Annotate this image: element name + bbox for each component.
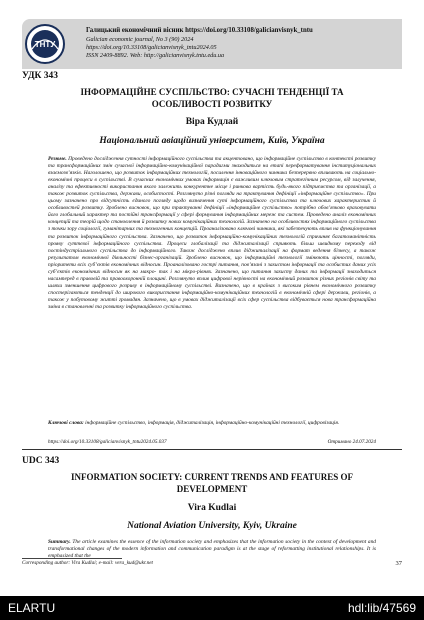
ua-abstract-lead: Резюме. [48, 156, 67, 162]
en-summary [48, 539, 376, 560]
en-affiliation: National Aviation University, Kyiv, Ukraine [127, 521, 297, 531]
page-footer [22, 560, 402, 567]
repository-bar [0, 596, 424, 620]
ua-title-line-1: ІНФОРМАЦІЙНЕ СУСПІЛЬСТВО: СУЧАСНІ ТЕНДЕНЦІЇ ТА [80, 87, 344, 97]
ua-keywords-text: інформаційне суспільство, інформація, діджиталізація, інформаційно-комунікаційні технології, цифровізація. [85, 420, 340, 426]
ua-abstract [48, 156, 376, 311]
corresponding-author: Corresponding author: Vira Kudlai; e-mail: vera_kud@ukr.net [22, 560, 153, 566]
page-number: 37 [395, 560, 402, 567]
ua-affiliation: Національний авіаційний університет, Київ, Україна [99, 136, 325, 146]
journal-line-2: Galician economic journal, No 3 (90) 2024 [86, 35, 194, 43]
handle-id[interactable]: hdl:lib/47569 [347, 601, 416, 615]
ua-keywords-lead: Ключові слова: [48, 420, 84, 426]
journal-line-1: Галицький економічний вісник https://doi.org/10.33108/galicianvisnyk_tntu [86, 27, 313, 35]
ua-abstract-text: Проведено дослідження сутності інформаційного суспільства та акцентовано, що інформаційне суспільство в контексті розвитку та трансформаційних змін сучасної інформаційно-комунікаційної парадигми знаходиться на етапі переформатування інституціональних взаємозв’язків. Наголошено, що розвиток інформаційних технологій, посилення інноваційного чинника безперервно впливають на соціально-економічні процеси в суспільстві. В сучасних економічних умовах інформація є важливим ключовим стратегічним ресурсом, від залучення, аналізу та ефективності використання якого залежить конкурентне місце і ринкова вартість будь-якого підприємства та організації, а також розвиток суспільства, держави, особистості. Розглянуто різні погляди на трактування дефініції «інформаційне суспільство». При цьому зазначено про відсутність єдиного погляду щодо визначення суті інформаційного суспільства та ключових характеристик й особливостей розвитку. Зроблено висновок, що при трактуванні дефініції «інформаційне суспільство» потрібно обов’язково враховувати його глобальний характер та постійні трансформації у сфері формування інформаційних мереж та систем. Проведено аналіз економічних концепцій та теорій щодо становлення й розвитку нових комунікаційних технологій. Зазначено на особливостях інформаційного суспільства з точки зору соціології, гуманітарних та техногенних концепцій. Проаналізовано ключові чинники, які забезпечують вплив на функціонування та розвиток інформаційного суспільства. Зазначено, що розвиток інформаційно-комунікаційних технологій спричиняє багатоманітність прояву суттєвої інформаційного суспільства. Процеси глобалізації та діджиталізації сприяють більш швидкому переходу від постіндустріального суспільства до інформаційного. Також досліджено вплив діджиталізації на формат ведення бізнесу, а також результатом економічної діяльності бізнес-організацій. Зроблено висновок, що інформаційні технології змінюють цінності, погляди, пріоритети всіх суб’єктів економічних відносин. Проаналізовано гострі питання, пов’язані з захистом інформації та особистих даних усіх суб’єктів економічних відносин як на макро- так і на мікро-рівнях. Зазначено, що питання захисту даних та інформації знаходиться насамперед в правовій та правоохоронній площині. Розглянуто вплив цифрової нерівності на економічний розвиток різних регіонів світу та шляхи зменшення цифрового розриву в інформаційному суспільстві. Визначено, що в країнах з високим рівнем економічного розвитку спостерігаються тенденції до широкого використання інформаційно-комунікаційних технологій в економічній сфері держави, регіонів, а також у побутовому житті громадян. Зазначено, що в умовах діджиталізації всіх сфер суспільства відбувається нова трансформаційна зміна в становленні та розвитку інформаційного суспільства. [48, 156, 376, 310]
udc-code: UDC 343 [22, 456, 60, 466]
journal-line-4: ISSN 2409-8892. Web: http://galicianvisnyk.tntu.edu.ua [86, 52, 225, 60]
ua-doi-link[interactable]: https://doi.org/10.33108/galicianvisnyk_tntu2024.05.037 [48, 439, 167, 445]
ua-title [40, 86, 384, 110]
journal-header [22, 19, 402, 69]
en-author: Vira Kudlai [187, 503, 237, 513]
footnote-rule [22, 558, 122, 559]
en-title [30, 472, 394, 495]
section-divider [22, 449, 402, 450]
ua-title-line-2: ОСОБЛИВОСТІ РОЗВИТКУ [151, 99, 273, 109]
logo-text: ТНТУ [34, 40, 56, 49]
journal-line-3: https://doi.org/10.33108/galicianvisnyk_tntu2024.05 [86, 44, 217, 51]
repository-name: ELARTU [8, 601, 56, 615]
ua-author: Віра Кудлай [185, 117, 239, 127]
en-title-line-1: INFORMATION SOCIETY: CURRENT TRENDS AND FEATURES OF [70, 472, 354, 482]
en-title-line-2: DEVELOPMENT [176, 483, 248, 494]
udk-code: УДК 343 [22, 71, 59, 81]
journal-logo [24, 23, 66, 65]
ua-received-date: Отримано 24.07.2024 [327, 439, 376, 445]
en-summary-lead: Summary. [48, 539, 71, 545]
ua-doi-row [48, 439, 376, 445]
ua-keywords [48, 420, 376, 427]
en-summary-text: The article examines the essence of the information society and emphasizes that the information society in the context of development and transformational changes of the modern information and communication paradigm is at the stage of reformatting institutional relationships. It is emphasized that the [48, 539, 376, 560]
